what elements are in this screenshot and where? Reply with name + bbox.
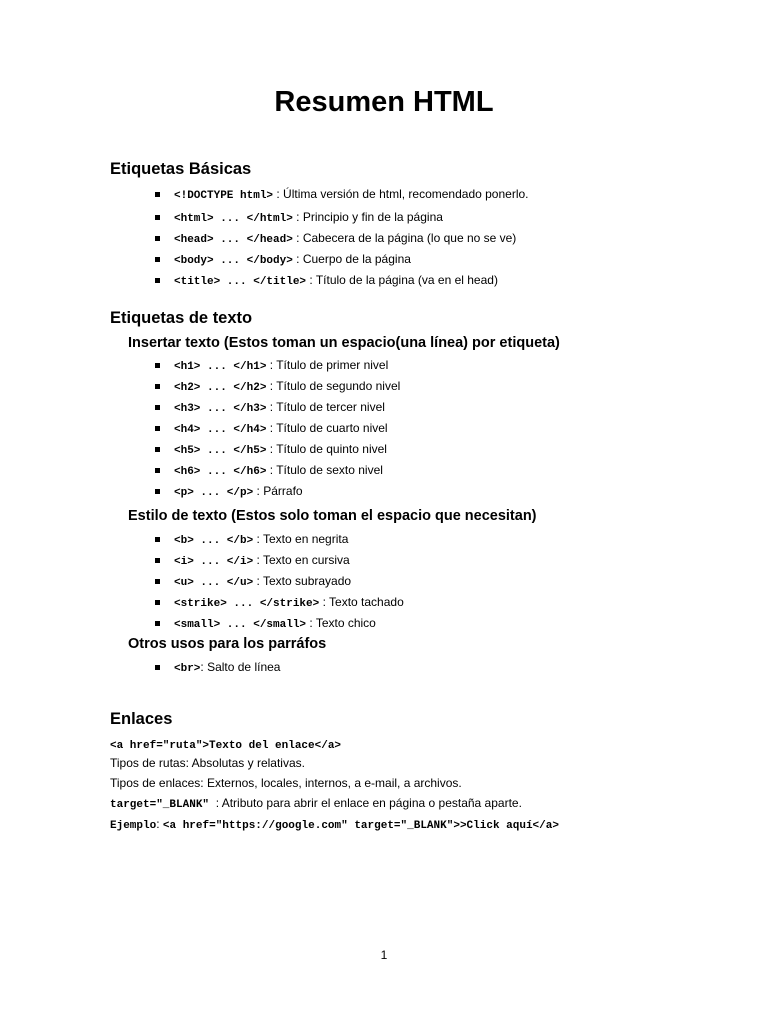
- tag-description: : Párrafo: [253, 484, 303, 498]
- tag-description: : Título de cuarto nivel: [266, 421, 388, 435]
- list-item: [155, 271, 529, 292]
- heading-etiquetas-de-texto: Etiquetas de texto: [110, 309, 253, 327]
- tag-code: <h5> ... </h5>: [174, 445, 267, 457]
- tag-description: : Título de quinto nivel: [266, 442, 387, 456]
- list-item: [155, 440, 400, 461]
- tag-description: : Texto en cursiva: [253, 553, 350, 567]
- tag-code: <p> ... </p>: [174, 487, 254, 499]
- list-item: [155, 530, 404, 551]
- tipos-rutas: Tipos de rutas: Absolutas y relativas.: [110, 756, 305, 770]
- list-item: [155, 593, 404, 614]
- subheading-insertar-texto: Insertar texto (Estos toman un espacio(una línea) por etiqueta): [128, 335, 560, 351]
- list-otros-usos: [155, 658, 280, 679]
- list-item: [155, 419, 400, 440]
- bullet-icon: [155, 426, 160, 431]
- list-item: [155, 356, 400, 377]
- tag-description: : Principio y fin de la página: [292, 210, 443, 224]
- tag-code: <html> ... </html>: [174, 213, 293, 225]
- bullet-icon: [155, 489, 160, 494]
- tag-code: <h6> ... </h6>: [174, 466, 267, 478]
- tipos-enlaces: Tipos de enlaces: Externos, locales, internos, a e-mail, a archivos.: [110, 776, 462, 790]
- tag-description: : Título de segundo nivel: [266, 379, 401, 393]
- list-item: [155, 482, 400, 503]
- tag-code: <head> ... </head>: [174, 234, 293, 246]
- ejemplo-label: Ejemplo: [110, 820, 157, 832]
- bullet-icon: [155, 558, 160, 563]
- tag-description: : Texto chico: [306, 616, 376, 630]
- ejemplo-code: <a href="https://google.com" target="_BLANK">>Click aquí</a>: [162, 820, 559, 832]
- tag-description: : Texto subrayado: [253, 574, 352, 588]
- list-etiquetas-basicas: [155, 185, 529, 292]
- target-description: : Atributo para abrir el enlace en página o pestaña aparte.: [209, 796, 522, 810]
- tag-code: <h4> ... </h4>: [174, 424, 267, 436]
- bullet-icon: [155, 192, 160, 197]
- bullet-icon: [155, 215, 160, 220]
- tag-code: <br>: [174, 663, 201, 675]
- tag-description: : Salto de línea: [200, 660, 281, 674]
- tag-description: : Título de sexto nivel: [266, 463, 383, 477]
- heading-etiquetas-basicas: Etiquetas Básicas: [110, 160, 252, 178]
- bullet-icon: [155, 447, 160, 452]
- tag-code: <u> ... </u>: [174, 577, 254, 589]
- list-item: [155, 551, 404, 572]
- tag-description: : Texto tachado: [319, 595, 404, 609]
- tag-description: : Última versión de html, recomendado ponerlo.: [273, 187, 529, 201]
- list-item: [155, 377, 400, 398]
- bullet-icon: [155, 600, 160, 605]
- bullet-icon: [155, 621, 160, 626]
- target-code: target="_BLANK": [110, 799, 210, 811]
- tag-description: : Texto en negrita: [253, 532, 349, 546]
- subheading-estilo-texto: Estilo de texto (Estos solo toman el espacio que necesitan): [128, 508, 537, 524]
- tag-code: <h2> ... </h2>: [174, 382, 267, 394]
- tag-description: : Título de tercer nivel: [266, 400, 385, 414]
- bullet-icon: [155, 665, 160, 670]
- tag-code: <!DOCTYPE html>: [174, 190, 274, 202]
- bullet-icon: [155, 468, 160, 473]
- bullet-icon: [155, 405, 160, 410]
- list-insertar-texto: [155, 356, 400, 503]
- bullet-icon: [155, 257, 160, 262]
- list-item: [155, 398, 400, 419]
- enlace-syntax-line: [110, 737, 341, 752]
- list-item: [155, 250, 529, 271]
- tag-code: <small> ... </small>: [174, 619, 307, 631]
- list-item: [155, 614, 404, 635]
- list-item: [155, 461, 400, 482]
- tag-code: <b> ... </b>: [174, 535, 254, 547]
- tag-code: <i> ... </i>: [174, 556, 254, 568]
- page-title: Resumen HTML: [274, 86, 494, 118]
- ejemplo-line: [110, 817, 559, 832]
- bullet-icon: [155, 579, 160, 584]
- ejemplo-separator: :: [156, 817, 163, 831]
- bullet-icon: [155, 384, 160, 389]
- bullet-icon: [155, 278, 160, 283]
- tag-code: <strike> ... </strike>: [174, 598, 320, 610]
- tag-code: <h3> ... </h3>: [174, 403, 267, 415]
- bullet-icon: [155, 363, 160, 368]
- list-item: [155, 572, 404, 593]
- list-item: [155, 229, 529, 250]
- tag-code: <body> ... </body>: [174, 255, 293, 267]
- page-number: 1: [380, 948, 388, 962]
- subheading-otros-usos: Otros usos para los parráfos: [128, 636, 327, 652]
- tag-description: : Cabecera de la página (lo que no se ve): [292, 231, 517, 245]
- list-item: [155, 208, 529, 229]
- enlace-syntax: <a href="ruta">Texto del enlace</a>: [110, 740, 342, 752]
- tag-code: <title> ... </title>: [174, 276, 307, 288]
- target-line: [110, 796, 522, 811]
- list-estilo-texto: [155, 530, 404, 635]
- bullet-icon: [155, 537, 160, 542]
- tag-code: <h1> ... </h1>: [174, 361, 267, 373]
- heading-enlaces: Enlaces: [110, 710, 173, 728]
- tag-description: : Título de primer nivel: [266, 358, 389, 372]
- tag-description: : Cuerpo de la página: [292, 252, 411, 266]
- list-item: [155, 185, 529, 206]
- list-item: [155, 658, 280, 679]
- bullet-icon: [155, 236, 160, 241]
- tag-description: : Título de la página (va en el head): [306, 273, 498, 287]
